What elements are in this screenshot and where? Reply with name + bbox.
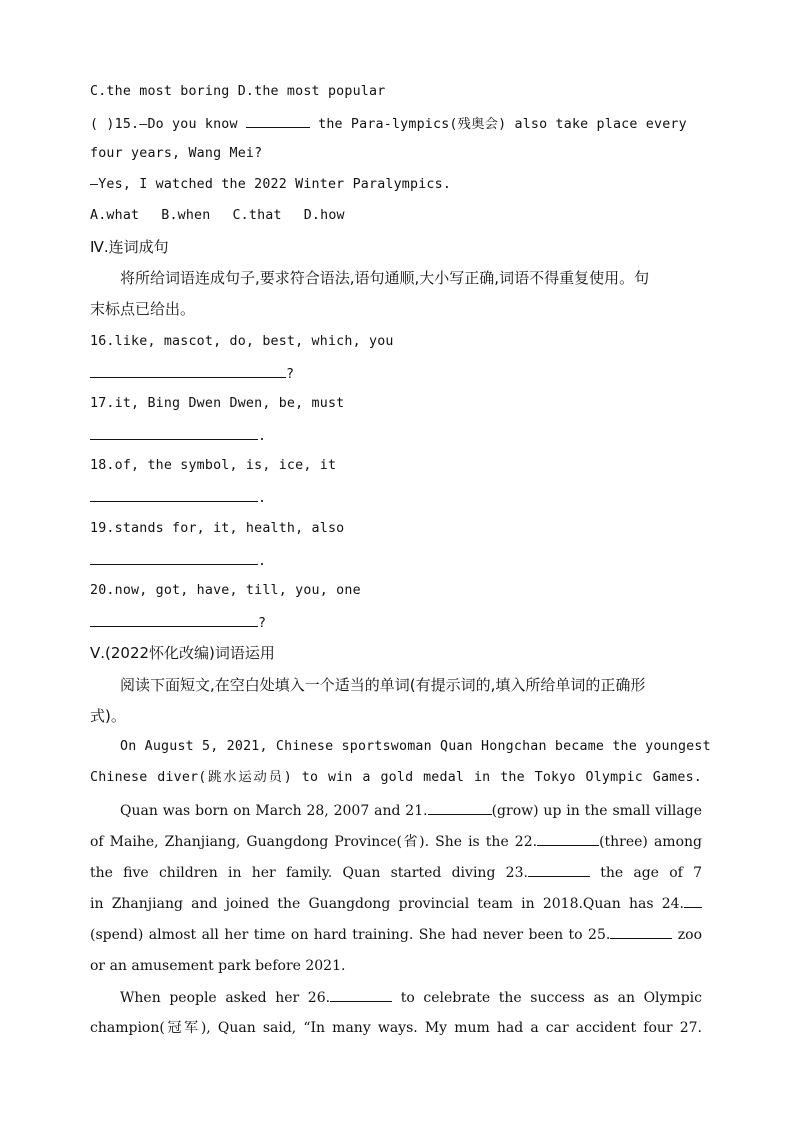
- q15-prefix: ( )15.—Do you know: [90, 117, 246, 132]
- passage-p2-line6: or an amusement park before 2021.: [90, 958, 346, 974]
- q17-punct: .: [258, 429, 267, 444]
- q19-punct: .: [258, 554, 267, 569]
- section-4-instruction-cont: 末标点已给出。: [90, 300, 196, 318]
- question-15-cont: four years, Wang Mei?: [90, 146, 263, 161]
- answer-blank-24[interactable]: [684, 893, 702, 908]
- answer-blank-15[interactable]: [246, 113, 310, 128]
- option-a: A.what: [90, 208, 140, 223]
- passage-p3-line2: champion(冠军), Quan said, “In many ways. My mum had a car accident four 27.: [90, 1020, 702, 1036]
- passage-p2-line2: [90, 831, 702, 852]
- q18-punct: .: [258, 491, 267, 506]
- passage-p2-line3: [90, 862, 702, 883]
- q16-punct: ?: [286, 367, 295, 382]
- answer-blank-26[interactable]: [330, 987, 392, 1002]
- question-15-options: [90, 206, 702, 226]
- p2-text: (three) among: [599, 834, 702, 850]
- p2-text: in Zhanjiang and joined the Guangdong provincial team in 2018.Quan has 24.: [90, 896, 684, 912]
- q20-punct: ?: [258, 616, 267, 631]
- option-c: C.that: [232, 208, 282, 223]
- passage-p1-line2: Chinese diver(跳水运动员) to win a gold medal in the Tokyo Olympic Games.: [90, 770, 702, 785]
- question-18: 18.of, the symbol, is, ice, it: [90, 458, 337, 473]
- answer-blank-22[interactable]: [537, 831, 599, 846]
- answer-blank-17[interactable]: [90, 425, 258, 440]
- option-d: D.how: [303, 208, 345, 223]
- p3-text: to celebrate the success as an Olympic: [392, 990, 702, 1006]
- section-5-title: Ⅴ.(2022怀化改编)词语运用: [90, 644, 275, 662]
- answer-blank-16[interactable]: [90, 363, 286, 378]
- p2-text: the age of 7: [589, 865, 702, 881]
- question-16: 16.like, mascot, do, best, which, you: [90, 334, 394, 349]
- p2-text: zoo: [672, 927, 702, 943]
- answer-blank-21[interactable]: [428, 800, 492, 815]
- question-15-reply: —Yes, I watched the 2022 Winter Paralympics.: [90, 177, 452, 192]
- p3-text: When people asked her 26.: [120, 990, 331, 1006]
- answer-blank-19[interactable]: [90, 550, 258, 565]
- answer-blank-25[interactable]: [610, 924, 672, 939]
- answer-blank-20[interactable]: [90, 612, 258, 627]
- section-5-instruction: 阅读下面短文,在空白处填入一个适当的单词(有提示词的,填入所给单词的正确形: [120, 676, 646, 694]
- answer-line-18: [90, 487, 702, 509]
- answer-line-20: [90, 612, 702, 634]
- passage-p2-line5: [90, 924, 702, 945]
- p2-text: (spend) almost all her time on hard training. She had never been to 25.: [90, 927, 611, 943]
- passage-p1-line1: On August 5, 2021, Chinese sportswoman Quan Hongchan became the youngest: [120, 739, 711, 754]
- question-20: 20.now, got, have, till, you, one: [90, 583, 361, 598]
- option-line-cd: C.the most boring D.the most popular: [90, 84, 386, 99]
- passage-p2-line4: [90, 893, 702, 914]
- answer-line-17: [90, 425, 702, 447]
- section-5-instruction-cont: 式)。: [90, 707, 126, 725]
- question-19: 19.stands for, it, health, also: [90, 521, 345, 536]
- passage-p3-line1: [120, 987, 702, 1008]
- answer-blank-23[interactable]: [528, 862, 590, 877]
- answer-blank-18[interactable]: [90, 487, 258, 502]
- section-4-title: Ⅳ.连词成句: [90, 238, 169, 256]
- p2-text: Quan was born on March 28, 2007 and 21.: [120, 803, 428, 819]
- answer-line-19: [90, 550, 702, 572]
- section-4-instruction: 将所给词语连成句子,要求符合语法,语句通顺,大小写正确,词语不得重复使用。句: [120, 269, 650, 287]
- question-15: [90, 113, 702, 135]
- p2-text: of Maihe, Zhanjiang, Guangdong Province(省). She is the 22.: [90, 834, 538, 850]
- option-b: B.when: [161, 208, 211, 223]
- answer-line-16: [90, 363, 702, 385]
- p2-text: (grow) up in the small village: [491, 803, 703, 819]
- passage-p2-line1: [120, 800, 702, 821]
- q15-suffix: the Para-lympics(残奥会) also take place every: [309, 117, 687, 132]
- p2-text: the five children in her family. Quan started diving 23.: [90, 865, 528, 881]
- question-17: 17.it, Bing Dwen Dwen, be, must: [90, 396, 345, 411]
